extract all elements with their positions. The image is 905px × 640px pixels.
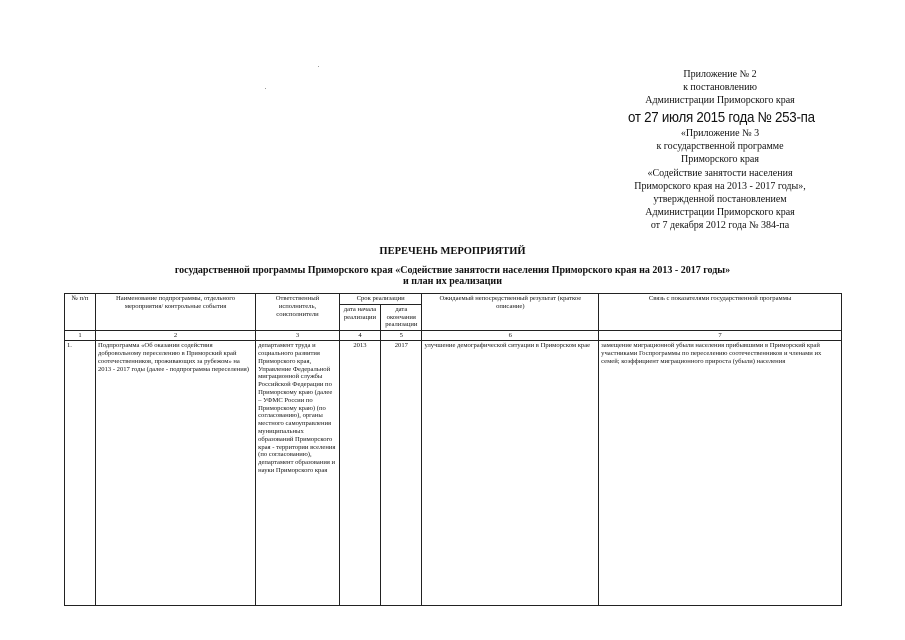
date-stamp: от 27 июля 2015 года № 253-па — [628, 110, 815, 126]
row-num: 1. — [65, 341, 96, 606]
document-subtitle — [100, 265, 805, 287]
appendix-line: к государственной программе — [656, 141, 784, 153]
appendix-line: от 7 декабря 2012 года № 384-па — [650, 220, 790, 232]
header-name: Наименование подпрограммы, отдельного мероприятия/ контрольные события — [95, 294, 255, 331]
scan-speck — [318, 66, 319, 67]
row-end: 2017 — [381, 341, 422, 606]
header-num: № п/п — [65, 294, 96, 331]
subtitle-line: и план их реализации — [403, 276, 502, 287]
appendix-block — [600, 68, 840, 108]
appendix-line: утвержденной постановлением — [653, 194, 787, 206]
column-number: 3 — [256, 331, 340, 341]
header-period: Срок реализации — [339, 294, 422, 305]
header-start: дата начала реализации — [339, 304, 380, 330]
column-number: 7 — [599, 331, 842, 341]
appendix-line: «Содействие занятости населения — [647, 167, 793, 179]
column-number: 4 — [339, 331, 380, 341]
document-title: ПЕРЕЧЕНЬ МЕРОПРИЯТИЙ — [379, 246, 526, 257]
appendix-line: Приморского края — [681, 154, 759, 166]
column-number: 6 — [422, 331, 599, 341]
header-executor: Ответственный исполнитель, соисполнители — [256, 294, 340, 331]
appendix-line: Приложение № 2 — [683, 69, 757, 80]
subtitle-line: государственной программы Приморского края «Содействие занятости населения Приморского края на 2013 - 2017 годы» — [174, 265, 731, 276]
row-result: улучшение демографической ситуации в Приморском крае — [422, 341, 599, 606]
appendix-line: «Приложение № 3 — [680, 128, 760, 139]
row-link: замещение миграционной убыли населения прибывшими в Приморский край участниками Госпрограммы по переселению соотечественников и членами их семей; коэффициент миграционного прироста (убыли) населения — [599, 341, 842, 606]
scan-speck — [265, 88, 266, 89]
header-result: Ожидаемый непосредственный результат (краткое описание) — [422, 294, 599, 331]
row-start: 2013 — [339, 341, 380, 606]
header-link: Связь с показателями государственной программы — [599, 294, 842, 331]
column-number: 1 — [65, 331, 96, 341]
activities-table — [64, 293, 842, 606]
appendix-line: Приморского края на 2013 - 2017 годы», — [634, 180, 806, 192]
row-name: Подпрограмма «Об оказании содействия добровольному переселению в Приморский край соотечественников, проживающих за рубежом» на 2013 - 2017 годы (далее - подпрограмма переселения) — [95, 341, 255, 606]
column-number: 2 — [95, 331, 255, 341]
appendix-line: Администрации Приморского края — [645, 207, 795, 219]
column-number-row — [65, 331, 842, 341]
appendix-block-2 — [600, 127, 840, 233]
appendix-line: Администрации Приморского края — [645, 95, 795, 107]
appendix-line: к постановлению — [683, 82, 757, 94]
column-number: 5 — [381, 331, 422, 341]
table-row — [65, 341, 842, 606]
table-header-row — [65, 294, 842, 305]
row-executor: департамент труда и социального развития Приморского края, Управление Федеральной миграционной службы Российской Федерации по Приморскому краю (далее – УФМС России по Приморскому краю) (по согласованию), органы местного самоуправления муниципальных образований Приморского края - территории вселения (по согласованию), департамент образования и науки Приморского края — [256, 341, 340, 606]
header-end: дата окончания реализации — [381, 304, 422, 330]
